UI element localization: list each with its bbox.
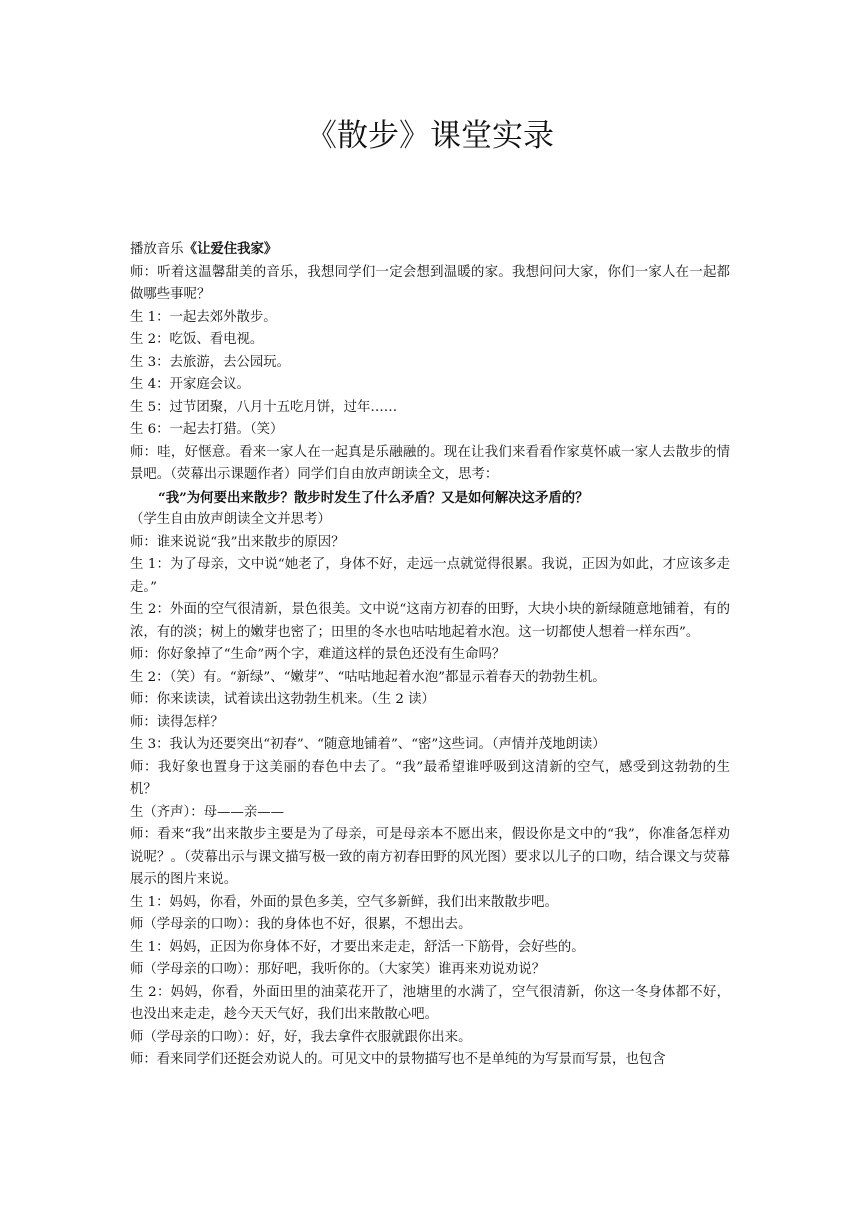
teacher-remark-2: 师：你来读读，试着读出这勃勃生机来。（生 2 读） <box>130 692 435 707</box>
student-reply-1: 生 1：为了母亲，文中说“她老了，身体不好，走远一点就觉得很累。我说，正因为如此，才应该多走走。” <box>130 557 730 595</box>
chorus-reply: 生（齐声）：母——亲—— <box>130 804 284 820</box>
teacher-paragraph-1: 师：听着这温馨甜美的音乐，我想同学们一定会想到温暖的家。我想问问大家，你们一家人在一起都做哪些事呢？ <box>130 264 730 302</box>
teacher-remark-4: 师：我好象也置身于这美丽的春色中去了。“我”最希望谁呼吸到这清新的空气，感受到这勃勃的生机？ <box>130 759 730 797</box>
intro-prefix: 播放音乐 <box>130 242 184 257</box>
student-reply-7: 生 2：妈妈，你看，外面田里的油菜花开了，池塘里的水满了，空气很清新，你这一冬身体都不好，也没出来走走，趁今天天气好，我们出来散散心吧。 <box>130 984 730 1022</box>
student-answer-1: 生 1：一起去郊外散步。 <box>130 309 277 325</box>
page-title: 《散步》课堂实录 <box>306 118 554 154</box>
student-reply-2: 生 2：外面的空气很清新，景色很美。文中说“这南方初春的田野，大块小块的新绿随意地铺着，有的浓，有的淡；树上的嫩芽也密了；田里的冬水也咕咕地起着水泡。这一切都使人想着一样东西”。 <box>130 602 730 640</box>
student-answer-6: 生 6：一起去打猎。（笑） <box>130 422 284 437</box>
teacher-remark-6: 师：看来同学们还挺会劝说人的。可见文中的景物描写也不是单纯的为写景而写景，也包含 <box>130 1052 666 1067</box>
discussion-question: “我”为何要出来散步？散步时发生了什么矛盾？又是如何解决这矛盾的？ <box>158 489 589 506</box>
song-title: 《让爱住我家》 <box>183 241 278 257</box>
student-answer-4: 生 4：开家庭会议。 <box>130 377 250 392</box>
student-reply-4: 生 3：我认为还要突出“初春”、“随意地铺着”、“密”这些词。（声情并茂地朗读） <box>130 737 606 752</box>
student-reply-5: 生 1：妈妈，你看，外面的景色多美，空气多新鲜，我们出来散散步吧。 <box>130 894 558 910</box>
student-answer-2: 生 2：吃饭、看电视。 <box>130 332 264 347</box>
student-reply-6: 生 1：妈妈，正因为你身体不好，才要出来走走，舒活一下筋骨，会好些的。 <box>130 939 585 955</box>
student-reply-3: 生 2：（笑）有。“新绿”、“嫩芽”、“咕咕地起着水泡”都显示着春天的勃勃生机。 <box>130 669 606 685</box>
teacher-roleplay-1: 师（学母亲的口吻）：我的身体也不好，很累，不想出去。 <box>130 917 472 932</box>
teacher-remark-1: 师：你好象掉了“生命”两个字，难道这样的景色还没有生命吗？ <box>130 647 506 662</box>
teacher-remark-3: 师：读得怎样？ <box>130 714 224 730</box>
document-body <box>130 238 730 1072</box>
stage-direction: （学生自由放声朗读全文并思考） <box>130 512 331 527</box>
teacher-remark-5: 师：看来“我”出来散步主要是为了母亲，可是母亲本不愿出来，假设你是文中的“我”，你准备怎样劝说呢？。（荧幕出示与课文描写极一致的南方初春田野的风光图）要求以儿子的口吻，结合课文与荧幕展示的图片来说。 <box>130 827 730 887</box>
teacher-question: 师：谁来说说“我”出来散步的原因？ <box>130 534 345 550</box>
intro-line <box>130 238 730 262</box>
teacher-roleplay-2: 师（学母亲的口吻）：那好吧，我听你的。（大家笑）谁再来劝说劝说？ <box>130 962 546 977</box>
student-answer-3: 生 3：去旅游，去公园玩。 <box>130 354 291 370</box>
teacher-roleplay-3: 师（学母亲的口吻）：好，好，我去拿件衣服就跟你出来。 <box>130 1029 472 1045</box>
teacher-paragraph-2: 师：哇，好惬意。看来一家人在一起真是乐融融的。现在让我们来看看作家莫怀戚一家人去散步的情景吧。（荧幕出示课题作者）同学们自由放声朗读全文，思考： <box>130 444 730 482</box>
student-answer-5: 生 5：过节团聚，八月十五吃月饼，过年…… <box>130 399 398 415</box>
